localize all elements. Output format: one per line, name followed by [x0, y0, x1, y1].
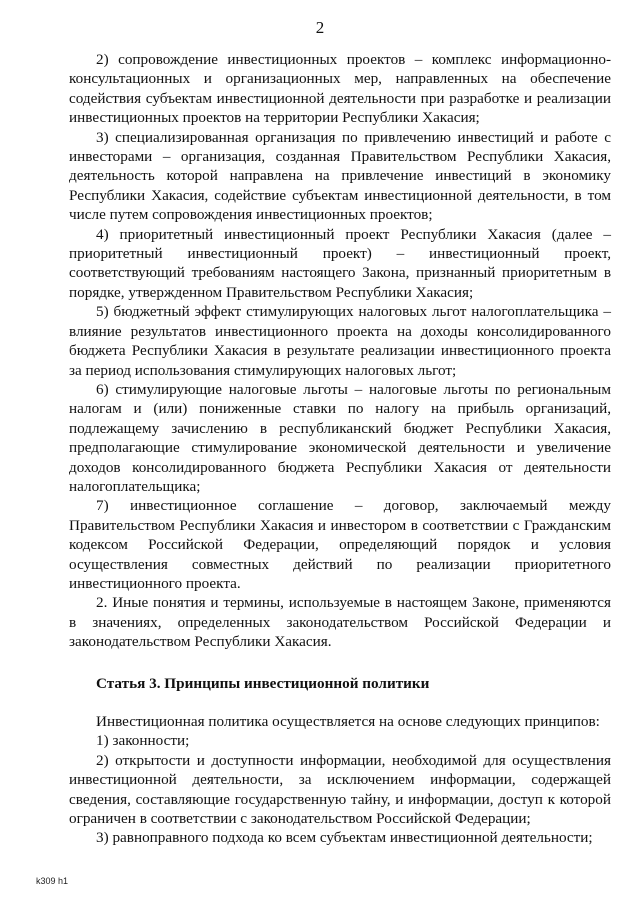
article-intro: Инвестиционная политика осуществляется на основе следующих принципов: [96, 713, 600, 730]
definition-paragraph: 3) специализированная организация по привлечению инвестиций и работе с инвесторами – организация, созданная Правительством Республики Хакасия, деятельность которой направлена на привлечение инвестиций в экономику Республики Хакасия, содействие субъектам инвестиционной деятельности, в том числе путем сопровождения инвестиционных проектов; [69, 128, 611, 224]
article-heading: Статья 3. Принципы инвестиционной политики [96, 674, 430, 692]
definition-paragraph: 7) инвестиционное соглашение – договор, заключаемый между Правительством Республики Хакасия и инвестором в соответствии с Гражданским кодексом Российской Федерации, определяющий порядок и условия осуществления совместных действий по реализации приоритетного инвестиционного проекта. [69, 497, 611, 592]
definition-paragraph: 2) сопровождение инвестиционных проектов – комплекс информационно-консультационных и организационных мер, направленных на обеспечение содействия субъектам инвестиционной деятельности при разработке и реализации инвестиционных проектов на территории Республики Хакасия; [69, 51, 611, 127]
principle-item: 3) равноправного подхода ко всем субъектам инвестиционной деятельности; [96, 829, 593, 847]
principle-item: 2) открытости и доступности информации, необходимой для осуществления инвестиционной деятельности, за исключением информации, содержащей сведения, составляющие государственную тайну, и информации, доступ к которой ограничен в соответствии с законодательством Российской Федерации; [69, 751, 611, 828]
principle-item: 1) законности; [96, 732, 190, 750]
definition-paragraph: 4) приоритетный инвестиционный проект Республики Хакасия (далее – приоритетный инвестиционный проект) – инвестиционный проект, соответствующий требованиям настоящего Закона, признанный приоритетным в порядке, утвержденном Правительством Республики Хакасия; [69, 225, 611, 301]
document-code: k309 h1 [36, 876, 69, 886]
clause-paragraph: 2. Иные понятия и термины, используемые в настоящем Законе, применяются в значениях, определенных законодательством Российской Федерации и законодательством Республики Хакасия. [69, 594, 611, 651]
definition-paragraph: 6) стимулирующие налоговые льготы – налоговые льготы по региональным налогам и (или) пониженные ставки по налогу на прибыль организаций, подлежащему зачислению в республиканский бюджет Республики Хакасия, предполагающие стимулирование экономической деятельности и увеличение доходов консолидированного бюджета Республики Хакасия от деятельности налогоплательщика; [69, 380, 611, 495]
document-body [69, 50, 611, 848]
page-number: 2 [315, 18, 325, 37]
definition-paragraph: 5) бюджетный эффект стимулирующих налоговых льгот налогоплательщика – влияние результатов инвестиционного проекта на доходы консолидированного бюджета Республики Хакасия в результате реализации инвестиционного проекта за период использования стимулирующих налоговых льгот; [69, 303, 611, 379]
